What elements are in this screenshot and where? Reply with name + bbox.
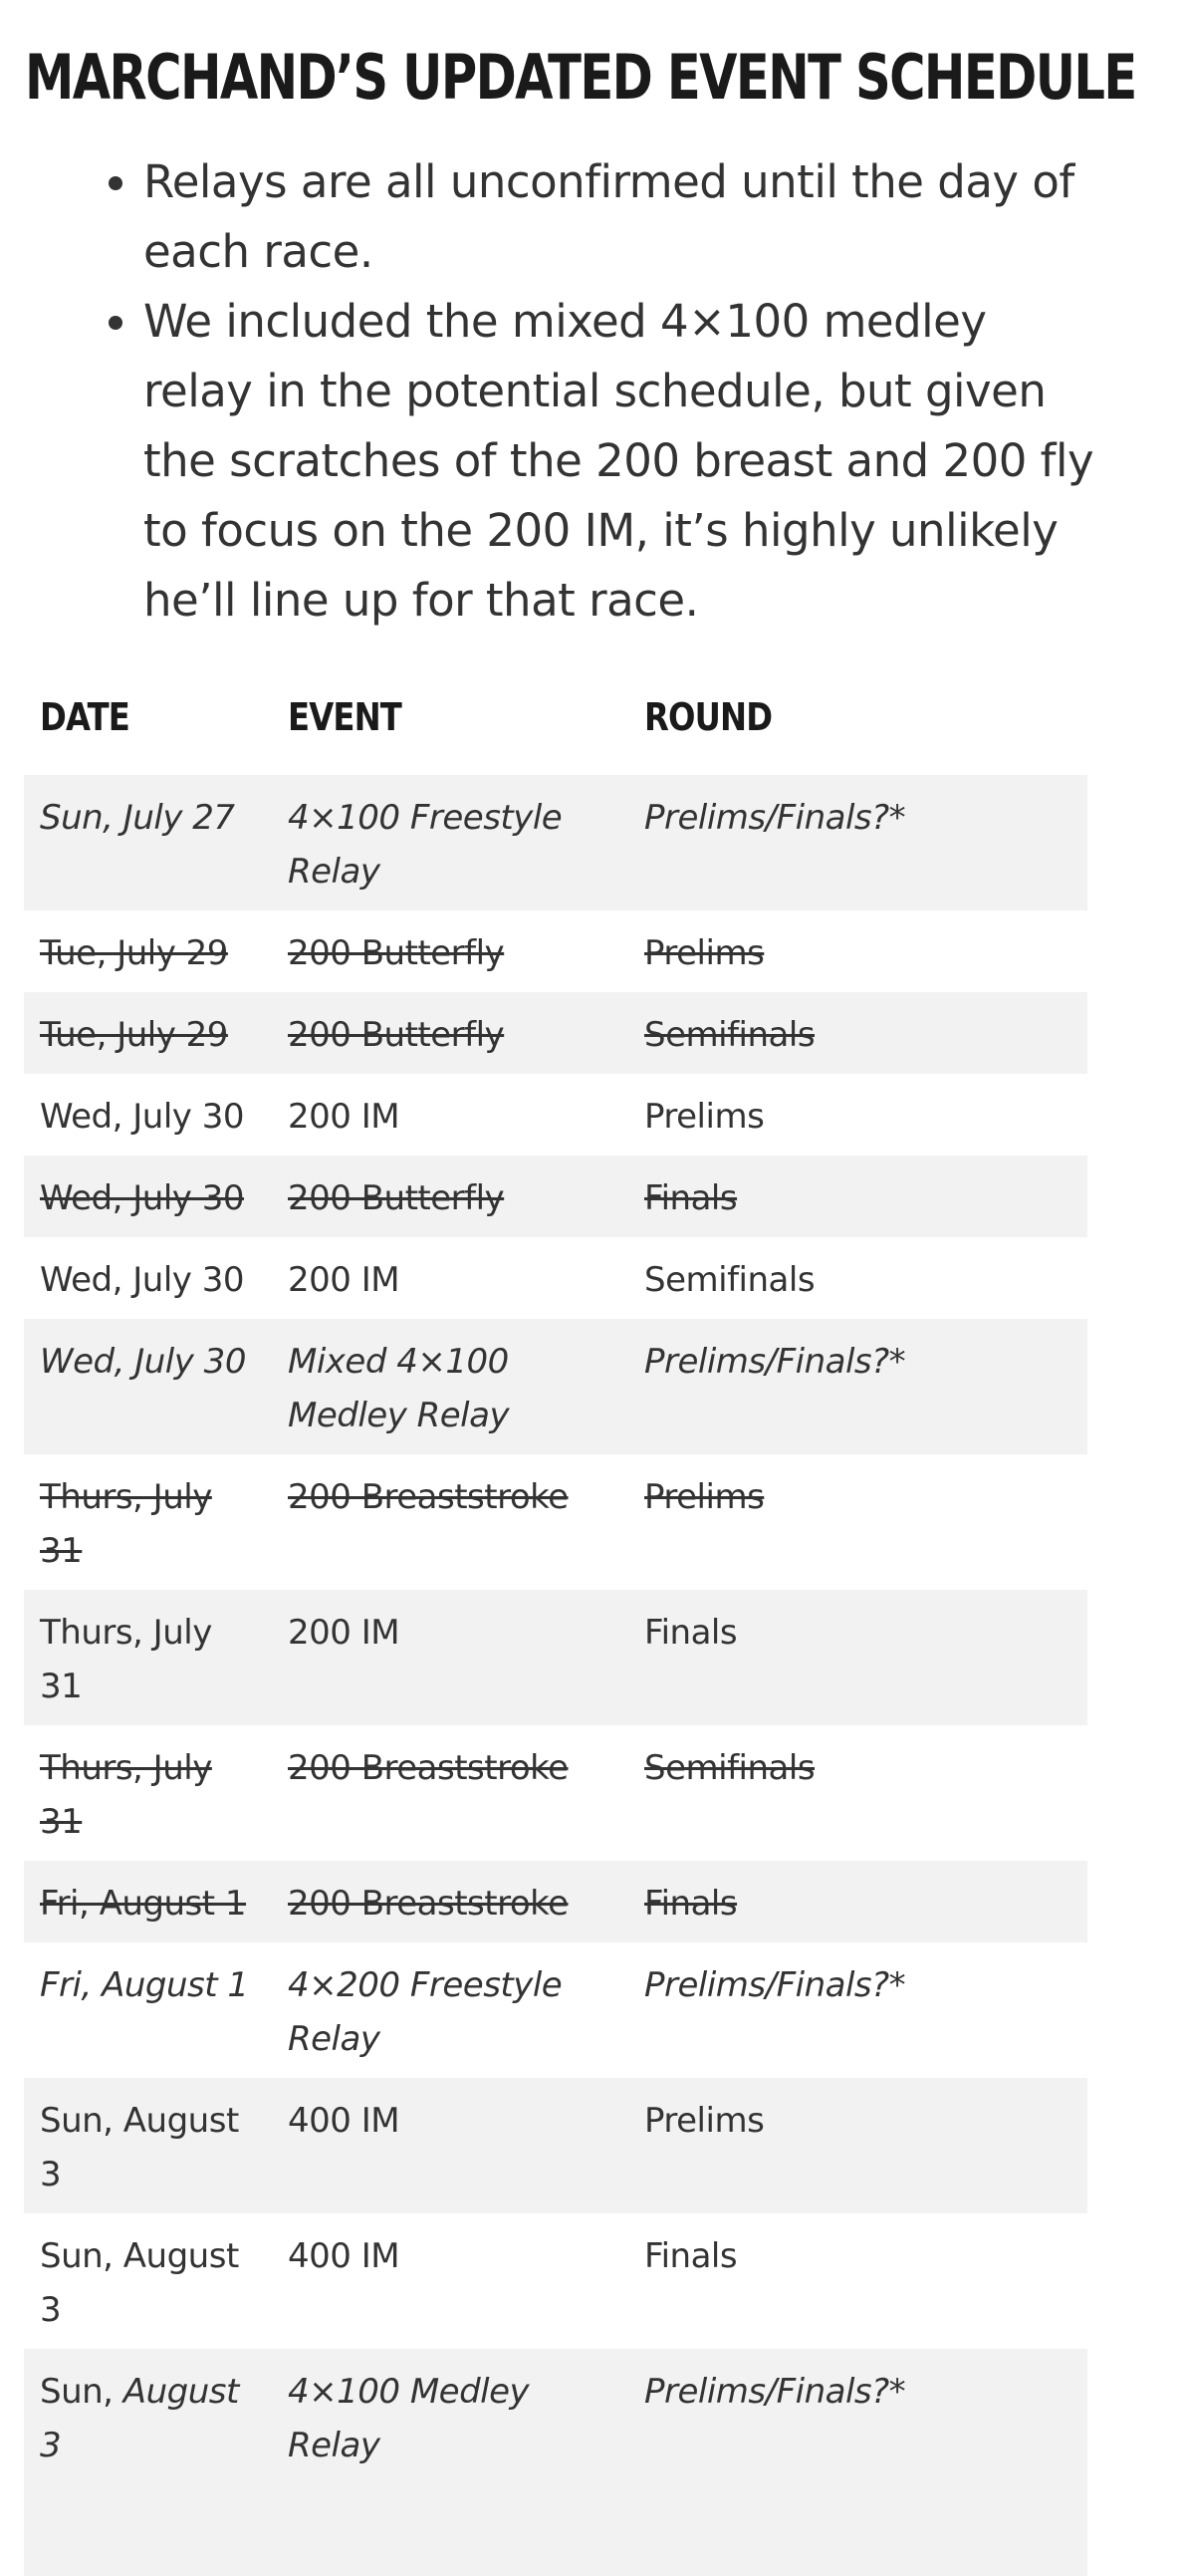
round-cell: Prelims bbox=[644, 1097, 765, 1137]
round-cell: Finals bbox=[628, 1590, 1087, 1725]
date-cell: Tue, July 29 bbox=[40, 933, 228, 973]
round-cell: Prelims bbox=[644, 1477, 765, 1517]
round-cell: Prelims/Finals?* bbox=[628, 775, 1087, 910]
date-cell: Sun, July 27 bbox=[24, 775, 272, 910]
round-cell: Finals bbox=[628, 1156, 1087, 1237]
round-column-header: ROUND bbox=[644, 695, 773, 739]
table-row bbox=[24, 1942, 1087, 2078]
table-row bbox=[24, 1156, 1087, 1237]
event-cell: 400 IM bbox=[288, 2236, 400, 2276]
event-cell: 200 Breaststroke bbox=[288, 1748, 569, 1788]
event-column-header: EVENT bbox=[288, 695, 401, 739]
date-cell: Sun, August 3 bbox=[40, 2236, 239, 2330]
event-cell: 4×100 Medley Relay bbox=[272, 2349, 628, 2576]
table-row bbox=[24, 2213, 1087, 2349]
table-row bbox=[24, 1074, 1087, 1156]
table-row bbox=[24, 1861, 1087, 1942]
event-cell: 200 Butterfly bbox=[288, 933, 505, 973]
table-row bbox=[24, 1237, 1087, 1319]
date-cell bbox=[24, 2349, 272, 2576]
round-cell: Prelims/Finals?* bbox=[628, 1319, 1087, 1454]
round-cell: Semifinals bbox=[644, 1748, 816, 1788]
date-cell: Sun, August 3 bbox=[24, 2078, 272, 2213]
table-row bbox=[24, 775, 1087, 910]
date-rest: August 3 bbox=[40, 2372, 239, 2465]
event-cell: 200 Butterfly bbox=[272, 1156, 628, 1237]
date-cell: Thurs, July 31 bbox=[40, 1477, 212, 1571]
round-cell: Prelims bbox=[628, 2078, 1087, 2213]
event-schedule-table bbox=[24, 667, 1087, 2576]
date-prefix: Sun, bbox=[40, 2372, 114, 2412]
round-cell: Semifinals bbox=[628, 992, 1087, 1074]
notes-list bbox=[100, 147, 1099, 636]
event-cell: 200 IM bbox=[272, 1590, 628, 1725]
table-row bbox=[24, 1725, 1087, 1861]
round-cell: Finals bbox=[628, 1861, 1087, 1942]
table-row bbox=[24, 1590, 1087, 1725]
event-cell: 200 IM bbox=[288, 1260, 400, 1300]
table-header-row bbox=[24, 667, 1087, 775]
table-row bbox=[24, 2078, 1087, 2213]
note-item: • Relays are all unconfirmed until the day of each race. bbox=[143, 147, 1099, 287]
table-row bbox=[24, 910, 1087, 992]
round-cell: Finals bbox=[644, 2236, 738, 2276]
page-title: MARCHAND’S UPDATED EVENT SCHEDULE bbox=[25, 41, 1136, 114]
date-cell: Fri, August 1 bbox=[24, 1861, 272, 1942]
date-column-header: DATE bbox=[40, 695, 130, 739]
table-row bbox=[24, 1319, 1087, 1454]
date-cell: Thurs, July 31 bbox=[40, 1748, 212, 1842]
event-cell: 200 Breaststroke bbox=[288, 1477, 569, 1517]
round-cell: Prelims/Finals?* bbox=[628, 2349, 1087, 2576]
event-cell: 200 Breaststroke bbox=[272, 1861, 628, 1942]
event-cell: 200 Butterfly bbox=[272, 992, 628, 1074]
table-row bbox=[24, 992, 1087, 1074]
round-cell: Prelims bbox=[644, 933, 765, 973]
event-cell: Mixed 4×100 Medley Relay bbox=[272, 1319, 628, 1454]
event-cell: 4×100 Freestyle Relay bbox=[272, 775, 628, 910]
date-cell: Thurs, July 31 bbox=[24, 1590, 272, 1725]
date-cell: Tue, July 29 bbox=[24, 992, 272, 1074]
date-cell: Fri, August 1 bbox=[40, 1965, 249, 2005]
note-item: • We included the mixed 4×100 medley relay in the potential schedule, but given the scratches of the 200 breast and 200 fly to focus on the 200 IM, it’s highly unlikely he’ll line up for that race. bbox=[143, 287, 1099, 636]
table-row bbox=[24, 1454, 1087, 1590]
date-cell: Wed, July 30 bbox=[24, 1319, 272, 1454]
date-cell: Wed, July 30 bbox=[40, 1097, 244, 1137]
round-cell: Prelims/Finals?* bbox=[644, 1965, 906, 2005]
date-cell: Wed, July 30 bbox=[40, 1260, 244, 1300]
round-cell: Semifinals bbox=[644, 1260, 816, 1300]
date-cell: Wed, July 30 bbox=[24, 1156, 272, 1237]
event-cell: 200 IM bbox=[288, 1097, 400, 1137]
event-cell: 400 IM bbox=[272, 2078, 628, 2213]
table-row bbox=[24, 2349, 1087, 2576]
event-cell: 4×200 Freestyle Relay bbox=[288, 1965, 563, 2059]
